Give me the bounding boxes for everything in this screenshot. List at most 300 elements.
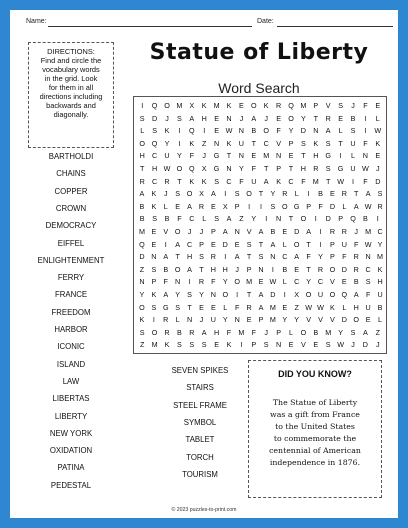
grid-letter: A bbox=[222, 227, 228, 236]
grid-letter: B bbox=[377, 302, 383, 312]
vocab-word: CHAINS bbox=[56, 169, 86, 179]
grid-letter: S bbox=[151, 264, 157, 274]
grid-letter: E bbox=[151, 227, 157, 236]
grid-letter: F bbox=[189, 151, 194, 161]
grid-letter: T bbox=[251, 138, 256, 148]
grid-letter: B bbox=[163, 264, 169, 274]
grid-letter: X bbox=[294, 290, 300, 299]
grid-letter: Q bbox=[151, 101, 158, 110]
grid-letter: S bbox=[258, 252, 264, 262]
grid-letter: C bbox=[151, 151, 158, 161]
grid-letter: P bbox=[276, 327, 281, 337]
grid-letter: E bbox=[210, 302, 216, 312]
grid-letter: T bbox=[306, 264, 311, 274]
grid-letter: G bbox=[213, 164, 220, 173]
vocab-word: ICONIC bbox=[57, 342, 85, 352]
grid-letter: I bbox=[319, 239, 322, 249]
vocab-word: STEEL FRAME bbox=[173, 400, 227, 410]
grid-letter: K bbox=[151, 201, 157, 211]
grid-letter: A bbox=[163, 252, 169, 262]
grid-letter: L bbox=[350, 151, 355, 161]
grid-letter: F bbox=[239, 176, 244, 186]
grid-letter: X bbox=[199, 189, 204, 199]
grid-letter: E bbox=[276, 113, 281, 123]
grid-letter: J bbox=[264, 327, 268, 337]
grid-letter: A bbox=[270, 239, 276, 249]
grid-letter: T bbox=[288, 214, 294, 224]
grid-letter: Q bbox=[188, 126, 195, 136]
grid-letter: W bbox=[364, 201, 372, 211]
grid-letter: O bbox=[139, 138, 145, 148]
fact-line: independence in 1876. bbox=[269, 458, 361, 467]
grid-letter: F bbox=[226, 327, 232, 337]
vocab-word: LIBERTAS bbox=[52, 394, 90, 404]
grid-letter: T bbox=[301, 151, 306, 161]
vocab-word: HARBOR bbox=[54, 325, 88, 334]
grid-letter: J bbox=[202, 151, 206, 161]
grid-letter: H bbox=[353, 302, 359, 312]
grid-letter: E bbox=[251, 151, 257, 161]
grid-letter: O bbox=[176, 164, 183, 173]
grid-letter: O bbox=[293, 239, 300, 249]
grid-letter: G bbox=[293, 201, 300, 211]
grid-letter: F bbox=[365, 290, 371, 299]
grid-letter: G bbox=[213, 151, 220, 161]
grid-letter: E bbox=[199, 302, 204, 312]
directions-heading: DIRECTIONS: bbox=[47, 47, 95, 56]
grid-letter: L bbox=[202, 214, 207, 224]
page-subtitle: Word Search bbox=[218, 80, 300, 96]
grid-letter: O bbox=[222, 290, 229, 299]
grid-letter: R bbox=[163, 315, 169, 325]
grid-letter: I bbox=[178, 138, 181, 148]
grid-letter: B bbox=[362, 214, 368, 224]
directions-line: diagonally. bbox=[53, 110, 89, 119]
grid-letter: M bbox=[300, 101, 307, 110]
grid-letter: S bbox=[300, 138, 306, 148]
grid-letter: X bbox=[189, 101, 195, 110]
grid-letter: P bbox=[276, 164, 281, 173]
grid-letter: P bbox=[199, 239, 204, 249]
grid-letter: C bbox=[263, 138, 269, 148]
grid-letter: I bbox=[319, 227, 322, 236]
grid-letter: S bbox=[325, 138, 331, 148]
grid-letter: D bbox=[362, 340, 368, 350]
letter-grid bbox=[133, 96, 387, 354]
grid-letter: Y bbox=[294, 315, 300, 325]
vocab-word: FRANCE bbox=[54, 290, 88, 300]
grid-letter: U bbox=[341, 239, 347, 249]
grid-letter: R bbox=[325, 113, 331, 123]
grid-letter: U bbox=[210, 315, 216, 325]
grid-letter: T bbox=[187, 302, 192, 312]
grid-letter: L bbox=[375, 113, 380, 123]
grid-letter: R bbox=[198, 201, 205, 211]
grid-letter: O bbox=[305, 290, 312, 299]
grid-letter: S bbox=[139, 327, 145, 337]
grid-letter: E bbox=[214, 113, 219, 123]
grid-letter: T bbox=[326, 176, 331, 186]
grid-letter: N bbox=[186, 315, 193, 325]
grid-letter: M bbox=[377, 252, 384, 262]
grid-letter: Y bbox=[175, 290, 181, 299]
grid-letter: V bbox=[246, 227, 252, 236]
fact-line: to the United States bbox=[275, 422, 355, 431]
grid-letter: X bbox=[201, 164, 207, 173]
grid-letter: Q bbox=[139, 239, 145, 249]
grid-letter: F bbox=[363, 176, 368, 186]
grid-letter: A bbox=[163, 290, 169, 299]
grid-letter: I bbox=[271, 264, 274, 274]
grid-letter: C bbox=[226, 176, 232, 186]
grid-letter: B bbox=[270, 227, 276, 236]
grid-letter: E bbox=[294, 264, 300, 274]
grid-letter: S bbox=[214, 214, 219, 224]
grid-letter: Q bbox=[288, 101, 294, 110]
grid-letter: O bbox=[300, 214, 307, 224]
grid-letter: N bbox=[238, 151, 244, 161]
grid-letter: L bbox=[288, 327, 293, 337]
grid-letter: L bbox=[294, 189, 299, 199]
grid-letter: H bbox=[210, 264, 216, 274]
grid-letter: Y bbox=[222, 315, 228, 325]
grid-letter: K bbox=[226, 138, 232, 148]
vocab-word: PEDESTAL bbox=[50, 480, 92, 490]
grid-letter: K bbox=[189, 138, 195, 148]
grid-letter: E bbox=[330, 189, 335, 199]
grid-letter: M bbox=[238, 327, 245, 337]
grid-letter: A bbox=[139, 189, 145, 199]
vocab-word: CROWN bbox=[55, 203, 87, 213]
grid-letter: W bbox=[337, 340, 344, 350]
grid-letter: K bbox=[226, 101, 232, 110]
grid-letter: I bbox=[307, 189, 310, 199]
did-you-know-heading: DID YOU KNOW? bbox=[278, 369, 352, 379]
grid-letter: W bbox=[337, 176, 344, 186]
grid-letter: V bbox=[330, 277, 335, 287]
grid-letter: G bbox=[325, 151, 331, 161]
grid-letter: N bbox=[270, 252, 276, 262]
grid-letter: I bbox=[203, 126, 206, 136]
grid-letter: C bbox=[317, 277, 324, 287]
grid-letter: O bbox=[174, 227, 181, 236]
grid-letter: H bbox=[186, 252, 193, 262]
grid-letter: U bbox=[350, 164, 356, 173]
grid-letter: Z bbox=[139, 264, 145, 274]
grid-letter: G bbox=[162, 302, 169, 312]
grid-letter: T bbox=[199, 264, 204, 274]
grid-letter: D bbox=[151, 113, 158, 123]
grid-letter: S bbox=[263, 340, 269, 350]
grid-letter: H bbox=[139, 151, 145, 161]
grid-letter: A bbox=[175, 239, 181, 249]
grid-letter: E bbox=[214, 126, 219, 136]
grid-letter: R bbox=[164, 176, 170, 186]
grid-letter: E bbox=[234, 239, 240, 249]
grid-letter: Q bbox=[350, 214, 356, 224]
grid-letter: Y bbox=[282, 315, 288, 325]
grid-letter: E bbox=[258, 277, 264, 287]
grid-letter: A bbox=[258, 302, 264, 312]
grid-letter: Y bbox=[338, 327, 343, 337]
grid-letter: H bbox=[300, 164, 306, 173]
grid-letter: K bbox=[201, 176, 207, 186]
grid-letter: R bbox=[313, 164, 319, 173]
grid-letter: J bbox=[239, 113, 244, 123]
grid-letter: S bbox=[139, 113, 145, 123]
fact-line: centennial of American bbox=[269, 446, 361, 455]
grid-letter: J bbox=[187, 227, 192, 236]
grid-letter: R bbox=[139, 176, 145, 186]
grid-letter: N bbox=[226, 164, 232, 173]
grid-letter: S bbox=[377, 189, 383, 199]
grid-letter: N bbox=[313, 126, 319, 136]
grid-letter: I bbox=[164, 239, 167, 249]
vocab-word: FREEDOM bbox=[51, 307, 91, 317]
grid-letter: D bbox=[139, 252, 145, 262]
grid-letter: M bbox=[269, 302, 276, 312]
grid-letter: S bbox=[175, 302, 181, 312]
grid-letter: E bbox=[282, 227, 288, 236]
grid-letter: K bbox=[189, 176, 195, 186]
grid-letter: H bbox=[222, 264, 228, 274]
grid-letter: N bbox=[139, 277, 145, 287]
grid-letter: T bbox=[354, 189, 359, 199]
grid-letter: A bbox=[189, 113, 195, 123]
grid-letter: F bbox=[251, 327, 256, 337]
grid-letter: R bbox=[353, 252, 359, 262]
grid-letter: D bbox=[294, 227, 300, 236]
grid-letter: N bbox=[210, 290, 216, 299]
grid-letter: I bbox=[351, 176, 354, 186]
grid-letter: B bbox=[318, 189, 323, 199]
grid-letter: O bbox=[164, 101, 170, 110]
grid-letter: S bbox=[187, 290, 192, 299]
grid-letter: A bbox=[187, 264, 192, 274]
grid-letter: R bbox=[353, 264, 359, 274]
grid-letter: G bbox=[337, 164, 344, 173]
grid-letter: P bbox=[306, 201, 311, 211]
grid-letter: F bbox=[163, 277, 168, 287]
vocab-word: SYMBOL bbox=[183, 417, 217, 427]
vocab-word: ENLIGHTENMENT bbox=[37, 255, 105, 265]
grid-letter: U bbox=[251, 176, 257, 186]
grid-letter: L bbox=[342, 302, 347, 312]
grid-letter: D bbox=[270, 290, 276, 299]
grid-letter: B bbox=[139, 214, 145, 224]
grid-letter: W bbox=[163, 164, 171, 173]
grid-letter: M bbox=[325, 327, 332, 337]
grid-letter: B bbox=[251, 126, 257, 136]
grid-letter: S bbox=[325, 164, 331, 173]
grid-letter: E bbox=[313, 340, 319, 350]
grid-letter: N bbox=[234, 315, 240, 325]
grid-letter: S bbox=[270, 201, 276, 211]
grid-letter: U bbox=[317, 290, 324, 299]
grid-letter: I bbox=[376, 214, 379, 224]
grid-letter: A bbox=[258, 290, 264, 299]
grid-letter: O bbox=[353, 315, 360, 325]
grid-letter: S bbox=[176, 113, 182, 123]
grid-letter: H bbox=[201, 113, 207, 123]
grid-letter: S bbox=[350, 327, 356, 337]
did-you-know-text bbox=[257, 397, 373, 469]
grid-letter: E bbox=[214, 340, 219, 350]
grid-letter: N bbox=[275, 340, 282, 350]
vocab-word: COPPER bbox=[54, 186, 88, 196]
grid-letter: F bbox=[342, 252, 347, 262]
grid-letter: C bbox=[294, 277, 300, 287]
directions-line: for them in all bbox=[48, 83, 94, 92]
grid-letter: O bbox=[300, 327, 307, 337]
grid-letter: W bbox=[317, 302, 324, 312]
grid-letter: E bbox=[246, 315, 252, 325]
grid-letter: C bbox=[377, 227, 383, 236]
grid-letter: O bbox=[263, 126, 269, 136]
vocab-word: LAW bbox=[62, 376, 80, 386]
grid-letter: U bbox=[238, 138, 244, 148]
grid-letter: K bbox=[164, 126, 170, 136]
grid-letter: T bbox=[246, 290, 252, 299]
grid-letter: T bbox=[306, 239, 311, 249]
grid-letter: W bbox=[225, 126, 233, 136]
grid-letter: P bbox=[234, 201, 240, 211]
grid-letter: L bbox=[342, 201, 347, 211]
grid-letter: S bbox=[199, 252, 204, 262]
vocab-word: TOURISM bbox=[182, 469, 218, 479]
grid-letter: O bbox=[151, 327, 158, 337]
grid-letter: Q bbox=[341, 290, 348, 299]
grid-letter: N bbox=[226, 113, 232, 123]
grid-letter: J bbox=[354, 227, 359, 236]
grid-letter: C bbox=[288, 176, 294, 186]
grid-letter: T bbox=[288, 164, 294, 173]
grid-letter: N bbox=[213, 138, 220, 148]
grid-letter: M bbox=[176, 101, 183, 110]
directions-line: backwards and bbox=[46, 101, 96, 110]
grid-letter: I bbox=[152, 315, 155, 325]
grid-letter: M bbox=[365, 227, 372, 236]
grid-letter: F bbox=[363, 101, 368, 110]
grid-letter: J bbox=[264, 113, 268, 123]
grid-letter: X bbox=[222, 201, 228, 211]
grid-letter: L bbox=[140, 126, 145, 136]
grid-letter: U bbox=[365, 302, 371, 312]
copyright-footer: © 2023 puzzles-to-print.com bbox=[171, 507, 237, 513]
grid-letter: I bbox=[240, 340, 243, 350]
grid-letter: Q bbox=[151, 138, 158, 148]
grid-letter: Y bbox=[377, 239, 383, 249]
grid-letter: O bbox=[186, 189, 193, 199]
grid-letter: J bbox=[199, 315, 204, 325]
grid-letter: Y bbox=[300, 113, 306, 123]
grid-letter: F bbox=[363, 138, 368, 148]
date-line bbox=[277, 26, 393, 27]
grid-letter: O bbox=[288, 113, 294, 123]
grid-letter: K bbox=[139, 315, 145, 325]
vocab-word: ISLAND bbox=[56, 359, 86, 369]
grid-letter: E bbox=[375, 151, 381, 161]
grid-letter: Y bbox=[164, 138, 170, 148]
grid-letter: I bbox=[364, 113, 367, 123]
grid-letter: E bbox=[175, 201, 181, 211]
grid-letter: T bbox=[338, 138, 343, 148]
grid-letter: E bbox=[238, 101, 244, 110]
grid-letter: O bbox=[329, 264, 336, 274]
grid-letter: C bbox=[151, 176, 158, 186]
grid-letter: F bbox=[318, 201, 323, 211]
grid-letter: L bbox=[175, 315, 180, 325]
grid-letter: R bbox=[341, 227, 347, 236]
grid-letter: S bbox=[234, 189, 240, 199]
worksheet-page bbox=[10, 10, 398, 518]
vocab-word: BARTHOLDI bbox=[48, 152, 94, 161]
grid-letter: F bbox=[306, 252, 311, 262]
grid-letter: J bbox=[163, 189, 168, 199]
grid-letter: N bbox=[275, 214, 282, 224]
grid-letter: R bbox=[341, 189, 347, 199]
grid-letter: D bbox=[341, 264, 347, 274]
grid-letter: T bbox=[226, 151, 232, 161]
grid-letter: K bbox=[330, 302, 335, 312]
grid-letter: A bbox=[251, 113, 257, 123]
grid-letter: O bbox=[174, 264, 181, 274]
grid-letter: T bbox=[140, 164, 145, 173]
grid-letter: J bbox=[199, 227, 204, 236]
grid-letter: A bbox=[187, 201, 192, 211]
grid-letter: N bbox=[234, 227, 240, 236]
grid-letter: P bbox=[288, 138, 294, 148]
grid-letter: A bbox=[263, 176, 269, 186]
grid-letter: P bbox=[246, 264, 252, 274]
grid-letter: P bbox=[251, 340, 257, 350]
grid-letter: S bbox=[175, 189, 181, 199]
grid-letter: E bbox=[210, 239, 216, 249]
grid-letter: V bbox=[276, 138, 281, 148]
grid-letter: T bbox=[258, 189, 264, 199]
grid-letter: E bbox=[365, 315, 371, 325]
grid-letter: Z bbox=[202, 138, 207, 148]
grid-letter: F bbox=[276, 126, 281, 136]
grid-letter: S bbox=[338, 101, 343, 110]
grid-letter: D bbox=[300, 126, 306, 136]
grid-letter: P bbox=[330, 252, 335, 262]
grid-letter: K bbox=[151, 189, 157, 199]
grid-letter: I bbox=[224, 252, 227, 262]
vocab-word: SEVEN SPIKES bbox=[171, 366, 229, 375]
grid-letter: M bbox=[246, 277, 253, 287]
vocab-word: DEMOCRACY bbox=[45, 221, 97, 231]
grid-letter: K bbox=[201, 101, 207, 110]
grid-letter: R bbox=[282, 189, 288, 199]
grid-letter: Z bbox=[375, 327, 380, 337]
grid-letter: I bbox=[188, 277, 191, 287]
fact-line: The Statue of Liberty bbox=[272, 398, 358, 407]
grid-letter: J bbox=[165, 113, 169, 123]
grid-letter: S bbox=[246, 239, 252, 249]
grid-letter: F bbox=[301, 176, 306, 186]
grid-letter: D bbox=[375, 176, 381, 186]
grid-letter: N bbox=[151, 252, 157, 262]
grid-letter: U bbox=[164, 151, 170, 161]
grid-letter: D bbox=[329, 201, 336, 211]
grid-letter: E bbox=[151, 239, 157, 249]
did-you-know-box bbox=[248, 360, 382, 498]
grid-letter: W bbox=[364, 239, 372, 249]
grid-letter: O bbox=[250, 101, 257, 110]
grid-letter: E bbox=[375, 101, 381, 110]
grid-letter: A bbox=[294, 252, 300, 262]
